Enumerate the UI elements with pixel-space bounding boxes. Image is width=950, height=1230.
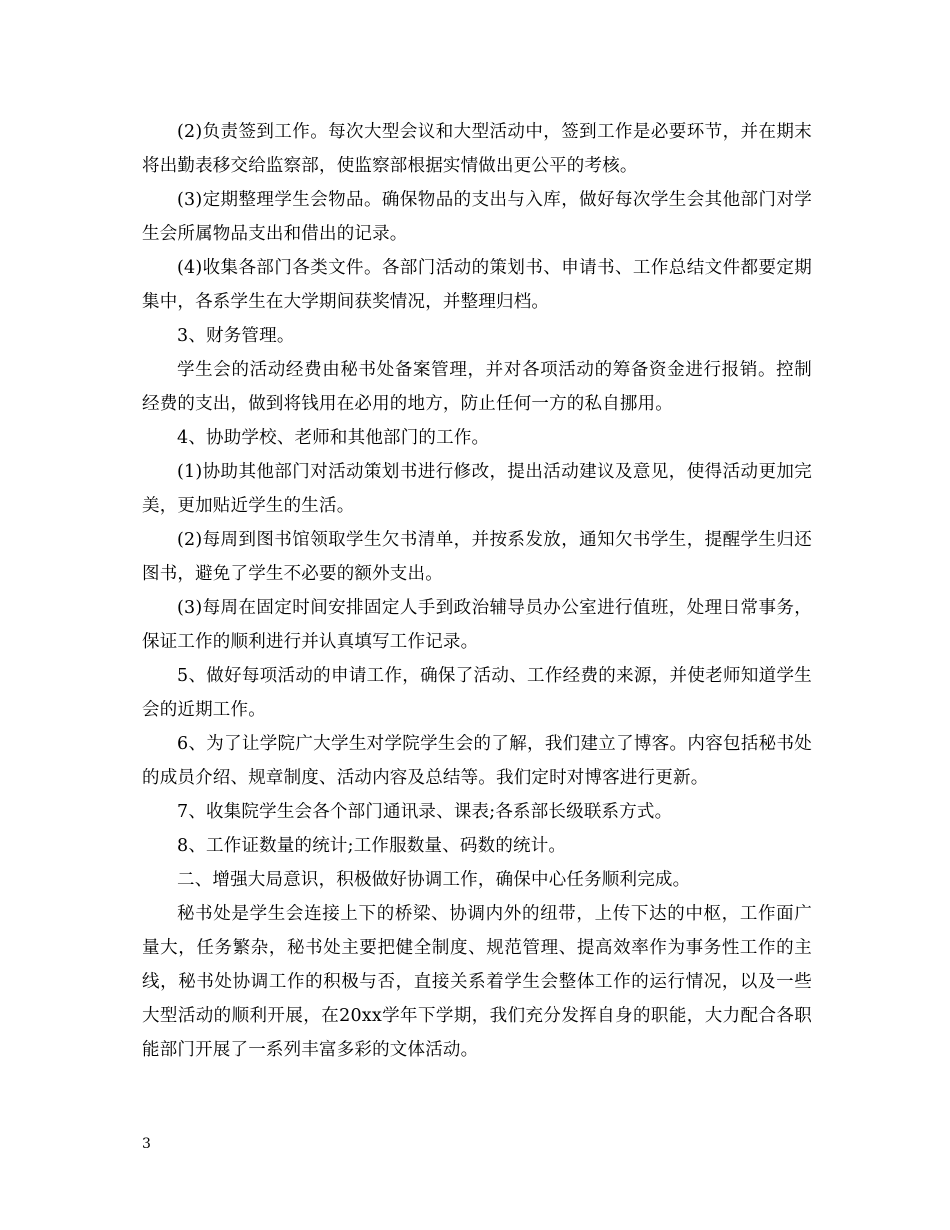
paragraph-statistics: 8、工作证数量的统计;工作服数量、码数的统计。	[177, 836, 567, 856]
paragraph-sign-in: (2)负责签到工作。每次大型会议和大型活动中，签到工作是必要环节，并在期末将出勤表移交给监察部，使监察部根据实情做出更公平的考核。	[142, 122, 812, 176]
paragraph-contacts: 7、收集院学生会各个部门通讯录、课表;各系部长级联系方式。	[177, 802, 673, 822]
paragraph-organize-items: (3)定期整理学生会物品。确保物品的支出与入库，做好每次学生会其他部门对学生会所属物品支出和借出的记录。	[142, 190, 812, 244]
paragraph-assist-planning: (1)协助其他部门对活动策划书进行修改，提出活动建议及意见，使得活动更加完美，更加贴近学生的生活。	[142, 462, 812, 516]
paragraph-applications: 5、做好每项活动的申请工作，确保了活动、工作经费的来源，并使老师知道学生会的近期工作。	[142, 666, 812, 720]
paragraph-section-two-heading: 二、增强大局意识，积极做好协调工作，确保中心任务顺利完成。	[177, 870, 691, 890]
document-body	[142, 115, 812, 1067]
paragraph-financial-body: 学生会的活动经费由秘书处备案管理，并对各项活动的筹备资金进行报销。控制经费的支出，做到将钱用在必用的地方，防止任何一方的私自挪用。	[142, 360, 812, 414]
paragraph-secretariat-role: 秘书处是学生会连接上下的桥梁、协调内外的纽带，上传下达的中枢，工作面广量大，任务繁杂，秘书处主要把健全制度、规范管理、提高效率作为事务性工作的主线，秘书处协调工作的积极与否，直接关系着学生会整体工作的运行情况，以及一些大型活动的顺利开展，在20xx学年下学期，我们充分发挥自身的职能，大力配合各职能部门开展了一系列丰富多彩的文体活动。	[142, 904, 812, 1060]
paragraph-collect-files: (4)收集各部门各类文件。各部门活动的策划书、申请书、工作总结文件都要定期集中，各系学生在大学期间获奖情况，并整理归档。	[142, 258, 812, 312]
paragraph-assist-heading: 4、协助学校、老师和其他部门的工作。	[177, 428, 490, 448]
paragraph-library-list: (2)每周到图书馆领取学生欠书清单，并按系发放，通知欠书学生，提醒学生归还图书，避免了学生不必要的额外支出。	[142, 530, 812, 584]
paragraph-duty-shift: (3)每周在固定时间安排固定人手到政治辅导员办公室进行值班，处理日常事务，保证工作的顺利进行并认真填写工作记录。	[142, 598, 812, 652]
page-number: 3	[142, 1136, 151, 1152]
paragraph-financial-heading: 3、财务管理。	[177, 326, 295, 346]
paragraph-blog: 6、为了让学院广大学生对学院学生会的了解，我们建立了博客。内容包括秘书处的成员介绍、规章制度、活动内容及总结等。我们定时对博客进行更新。	[142, 734, 812, 788]
